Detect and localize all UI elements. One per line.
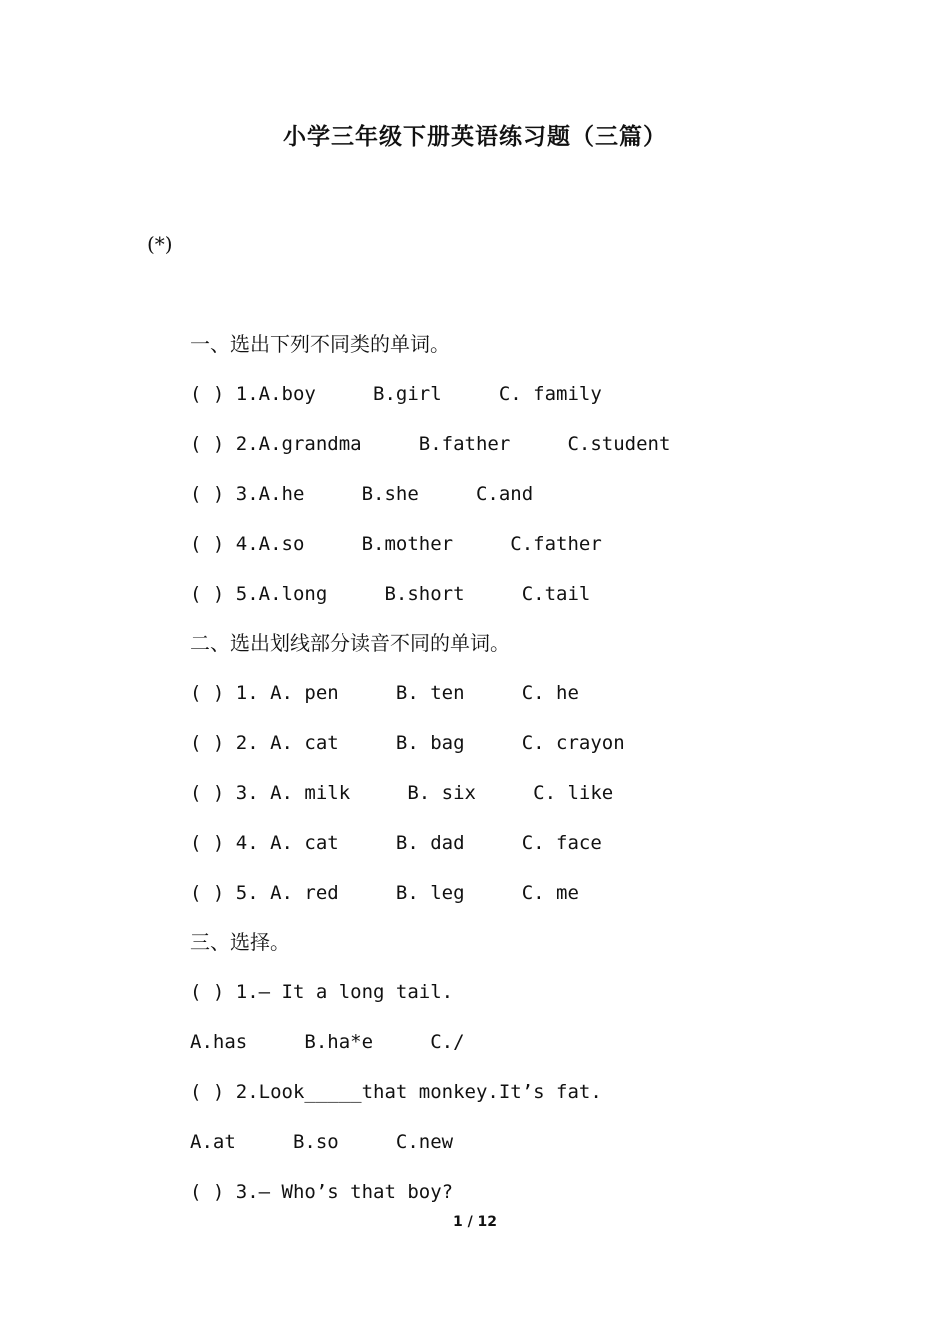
section-3-heading: 三、选择。 [190, 930, 290, 954]
section-3-line-2: A.has B.ha*e C./ [190, 1031, 465, 1053]
section-1-heading: 一、选出下列不同类的单词。 [190, 332, 450, 356]
section-2-item-5: ( ) 5. A. red B. leg C. me [190, 882, 579, 904]
section-3-line-1: ( ) 1.— It a long tail. [190, 981, 454, 1003]
section-1-item-4: ( ) 4.A.so B.mother C.father [190, 533, 602, 555]
section-2-item-3: ( ) 3. A. milk B. six C. like [190, 782, 614, 804]
section-1-item-1: ( ) 1.A.boy B.girl C. family [190, 383, 602, 405]
section-1-item-2: ( ) 2.A.grandma B.father C.student [190, 433, 671, 455]
section-3-line-5: ( ) 3.— Who’s that boy? [190, 1181, 454, 1203]
section-2-item-2: ( ) 2. A. cat B. bag C. crayon [190, 732, 625, 754]
section-2-item-1: ( ) 1. A. pen B. ten C. he [190, 682, 579, 704]
section-3-line-4: A.at B.so C.new [190, 1131, 454, 1153]
section-2-heading: 二、选出划线部分读音不同的单词。 [190, 631, 510, 655]
section-1-item-5: ( ) 5.A.long B.short C.tail [190, 583, 591, 605]
section-1-item-3: ( ) 3.A.he B.she C.and [190, 483, 534, 505]
document-title: 小学三年级下册英语练习题（三篇） [283, 124, 667, 150]
section-marker: (*) [147, 232, 173, 256]
page-number: 1 / 12 [452, 1214, 498, 1230]
section-2-item-4: ( ) 4. A. cat B. dad C. face [190, 832, 602, 854]
section-3-line-3: ( ) 2.Look_____that monkey.It’s fat. [190, 1081, 602, 1103]
